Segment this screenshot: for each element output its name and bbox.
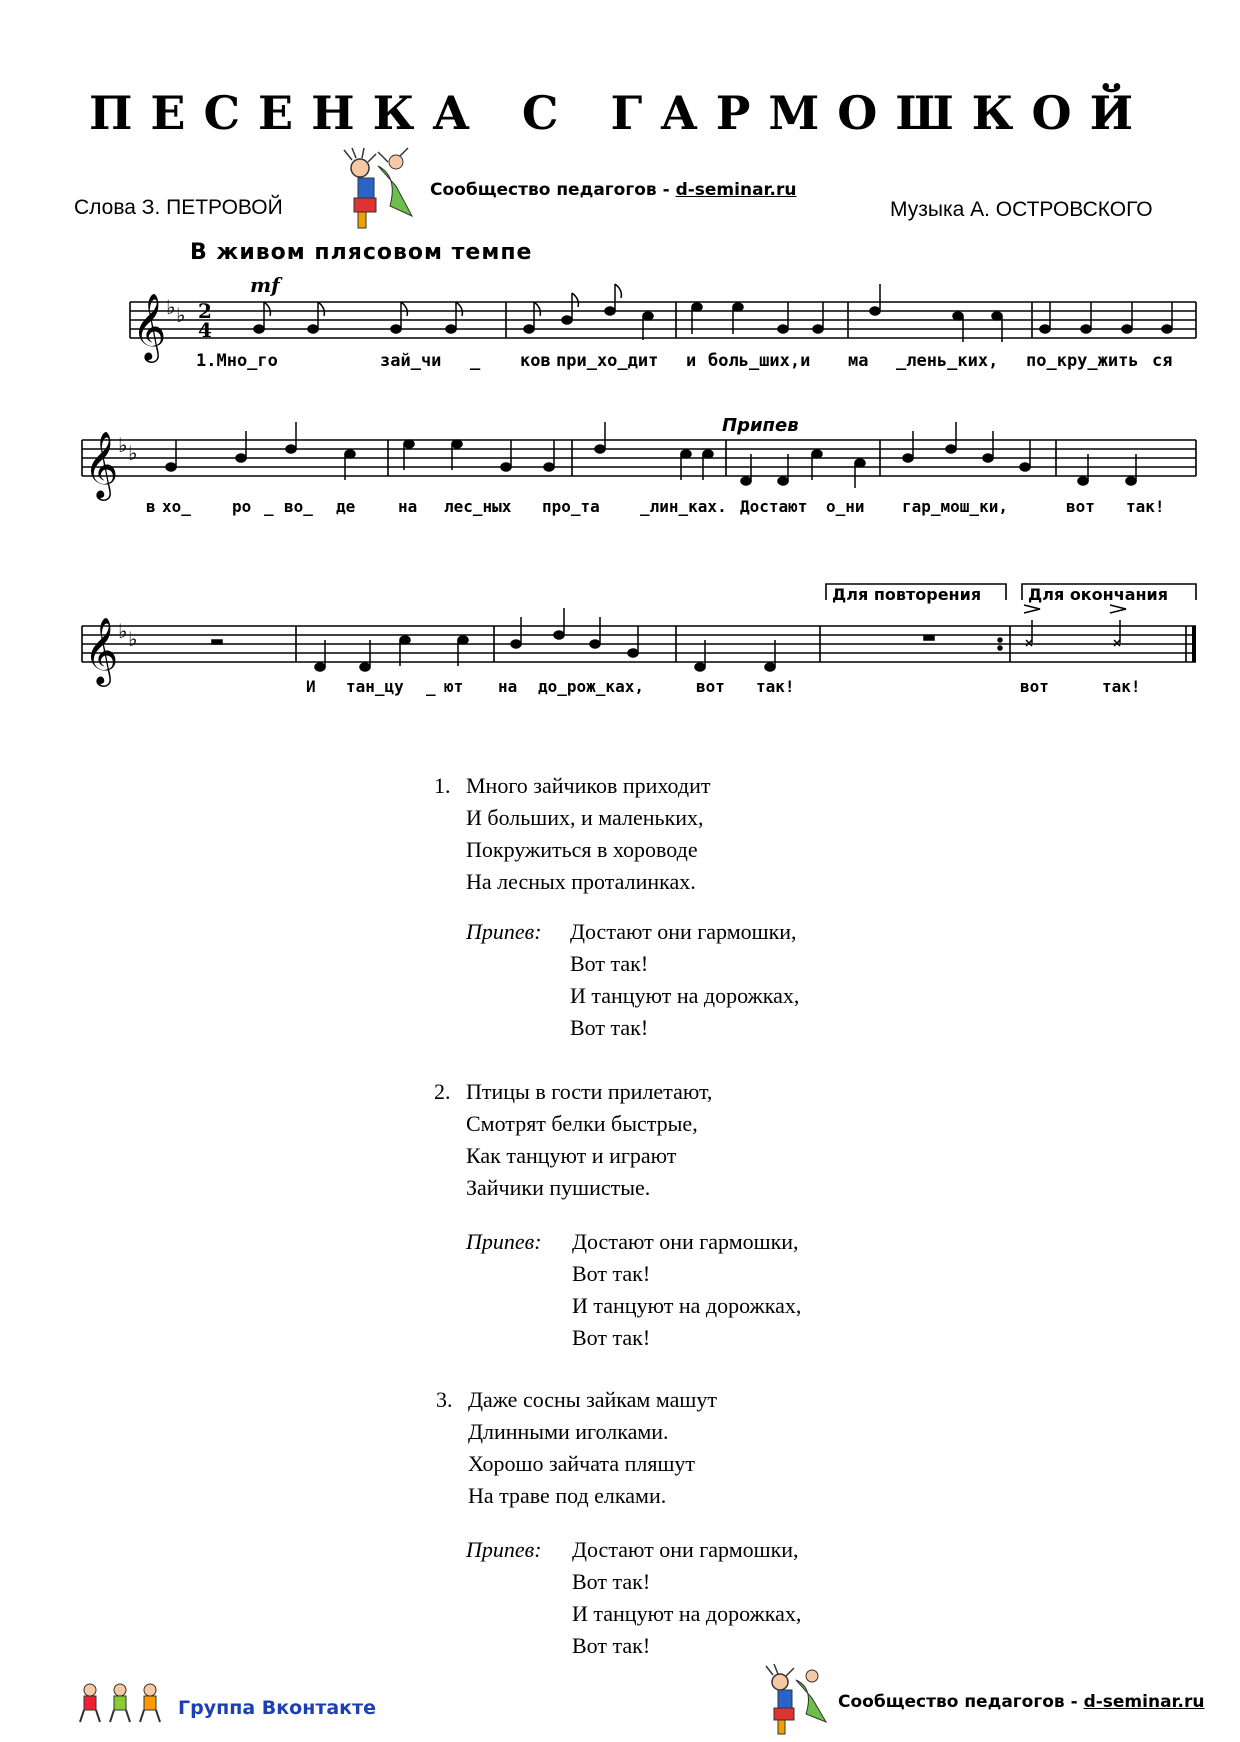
score-lyric: до_рож_ках, <box>538 677 644 696</box>
score-lyric: _лин_ках. <box>640 497 727 516</box>
flat-icon: ♭ <box>128 441 138 465</box>
verse-line: Длинными иголками. <box>468 1419 669 1444</box>
community-link[interactable]: d-seminar.ru <box>1083 1692 1205 1712</box>
rest <box>212 640 222 644</box>
note <box>1026 620 1032 646</box>
note <box>286 422 296 453</box>
chorus-label: Припев: <box>466 919 542 944</box>
score-lyric: ро <box>232 497 252 516</box>
note <box>643 312 653 340</box>
score-lyric: по_кру_жить <box>1026 351 1139 371</box>
chorus-line: Вот так! <box>570 1015 649 1040</box>
verse-line: На лесных проталинках. <box>466 869 696 894</box>
verse-line: Зайчики пушистые. <box>466 1175 651 1200</box>
score-lyric: вот <box>1066 497 1095 516</box>
score-lyric: вот <box>696 677 725 696</box>
chorus-line: И танцуют на дорожках, <box>570 983 800 1008</box>
verse-line: Как танцуют и играют <box>466 1143 677 1168</box>
note <box>166 440 176 471</box>
repeat-dot <box>998 646 1002 650</box>
notes-system-1 <box>254 284 1172 342</box>
notes-system-3 <box>212 605 1126 671</box>
composer-credit: Музыка А. ОСТРОВСКОГО <box>890 198 1153 221</box>
score-lyric: _ <box>264 497 274 516</box>
note <box>1040 302 1050 333</box>
verse-line: Даже сосны зайкам машут <box>468 1387 717 1412</box>
note <box>501 440 511 471</box>
score-lyric: на <box>398 497 418 516</box>
note <box>590 617 600 648</box>
note <box>554 608 564 639</box>
accent-icon <box>1024 605 1126 613</box>
vk-group-link[interactable]: Группа Вконтакте <box>178 1697 376 1719</box>
note <box>236 431 246 462</box>
score-lyric: ся <box>1152 351 1173 371</box>
tempo-marking: В живом плясовом темпе <box>190 240 533 265</box>
score-lyric: боль_ших,и <box>708 351 811 371</box>
score-lyric: так! <box>1126 497 1165 516</box>
chorus-line: Достают они гармошки, <box>572 1537 799 1562</box>
note <box>1081 302 1091 333</box>
verse-line: Много зайчиков приходит <box>466 773 711 798</box>
note <box>903 431 913 462</box>
note <box>452 440 462 470</box>
time-signature-top: 2 <box>198 299 212 323</box>
note <box>813 302 823 333</box>
kids-logo-icon <box>760 1662 832 1738</box>
note <box>595 422 605 453</box>
repeat-dot <box>998 638 1002 642</box>
flat-icon: ♭ <box>118 619 128 643</box>
verse-line: Хорошо зайчата пляшут <box>468 1451 696 1476</box>
treble-clef-icon: 𝄞 <box>132 292 167 360</box>
community-link[interactable]: d-seminar.ru <box>675 180 797 200</box>
community-prefix: Сообщество педагогов - <box>430 180 676 200</box>
score-lyric: и <box>686 351 697 371</box>
note <box>1122 302 1132 333</box>
score-lyric: лес_ных <box>444 497 512 516</box>
note <box>855 459 865 488</box>
chorus-line: Вот так! <box>572 1261 651 1286</box>
chorus-marking: Припев <box>722 415 799 436</box>
community-footer <box>838 1692 1204 1712</box>
verse-line: Смотрят белки быстрые, <box>466 1111 698 1136</box>
dynamic-marking: mf <box>250 273 280 297</box>
repeat-label: Для повторения <box>832 585 982 604</box>
note <box>1020 440 1030 471</box>
ending-label: Для окончания <box>1028 585 1169 604</box>
music-score <box>0 0 1240 720</box>
note <box>946 422 956 453</box>
time-signature-bottom: 4 <box>198 318 212 342</box>
verse-number: 2. <box>434 1079 451 1104</box>
flat-icon: ♭ <box>176 303 186 327</box>
score-lyric: Достают <box>740 497 808 516</box>
score-lyric: де <box>336 497 356 516</box>
verse-line: Покружиться в хороводе <box>466 837 698 862</box>
score-lyric: зай_чи <box>380 351 442 371</box>
community-prefix: Сообщество педагогов - <box>838 1692 1084 1712</box>
rest <box>924 636 934 640</box>
score-lyric: 1.Мно_го <box>196 351 278 371</box>
score-lyric: _ <box>426 677 436 696</box>
score-lyric: про_та <box>542 497 600 516</box>
verse-line: И больших, и маленьких, <box>466 805 704 830</box>
score-lyric: ма <box>848 351 869 371</box>
staff-system-1 <box>130 302 1196 338</box>
verse-number: 1. <box>434 773 451 798</box>
notes-system-2 <box>166 422 1136 488</box>
score-lyric: так! <box>756 677 795 696</box>
chorus-label: Припев: <box>466 1537 542 1562</box>
note <box>778 302 788 333</box>
score-lyric: гар_мош_ки, <box>902 497 1008 516</box>
note <box>544 440 554 471</box>
chorus-line: Вот так! <box>572 1633 651 1658</box>
song-title: ПЕСЕНКА С ГАРМОШКОЙ <box>88 86 1152 140</box>
score-lyric: в <box>146 497 156 516</box>
score-lyric: при_хо_дит <box>556 351 659 371</box>
chorus-line: Достают они гармошки, <box>572 1229 799 1254</box>
chorus-label: Припев: <box>466 1229 542 1254</box>
verse-line: Птицы в гости прилетают, <box>466 1079 713 1104</box>
chorus-line: Вот так! <box>572 1569 651 1594</box>
chorus-line: Достают они гармошки, <box>570 919 797 944</box>
score-lyric: тан_цу <box>346 677 404 696</box>
score-lyric: _лень_ких, <box>896 351 999 371</box>
score-lyric: вот <box>1020 677 1049 696</box>
flat-icon: ♭ <box>128 627 138 651</box>
flat-icon: ♭ <box>118 433 128 457</box>
score-lyric: во_ <box>284 497 313 516</box>
vk-group-icon[interactable] <box>72 1680 172 1726</box>
score-lyric: на <box>498 677 518 696</box>
score-lyric: ков <box>520 351 551 371</box>
staff-system-2 <box>82 440 1196 476</box>
flat-icon: ♭ <box>166 295 176 319</box>
treble-clef-icon: 𝄞 <box>84 430 119 498</box>
note <box>404 440 414 470</box>
note <box>870 284 880 315</box>
score-lyric: так! <box>1102 677 1141 696</box>
treble-clef-icon: 𝄞 <box>84 616 119 684</box>
score-lyric: И <box>306 677 316 696</box>
score-lyric: хо_ <box>162 497 191 516</box>
note <box>511 617 521 648</box>
chorus-line: И танцуют на дорожках, <box>572 1601 802 1626</box>
lyricist-credit: Слова З. ПЕТРОВОЙ <box>74 196 283 219</box>
chorus-line: Вот так! <box>570 951 649 976</box>
verse-number: 3. <box>436 1387 453 1412</box>
score-lyric: о_ни <box>826 497 865 516</box>
score-lyric: ют <box>444 677 464 696</box>
score-lyric: _ <box>470 351 481 371</box>
note <box>1162 302 1172 333</box>
note <box>628 626 638 657</box>
chorus-line: И танцуют на дорожках, <box>572 1293 802 1318</box>
chorus-line: Вот так! <box>572 1325 651 1350</box>
note <box>1114 620 1120 646</box>
note <box>983 431 993 462</box>
verse-line: На траве под елками. <box>468 1483 667 1508</box>
